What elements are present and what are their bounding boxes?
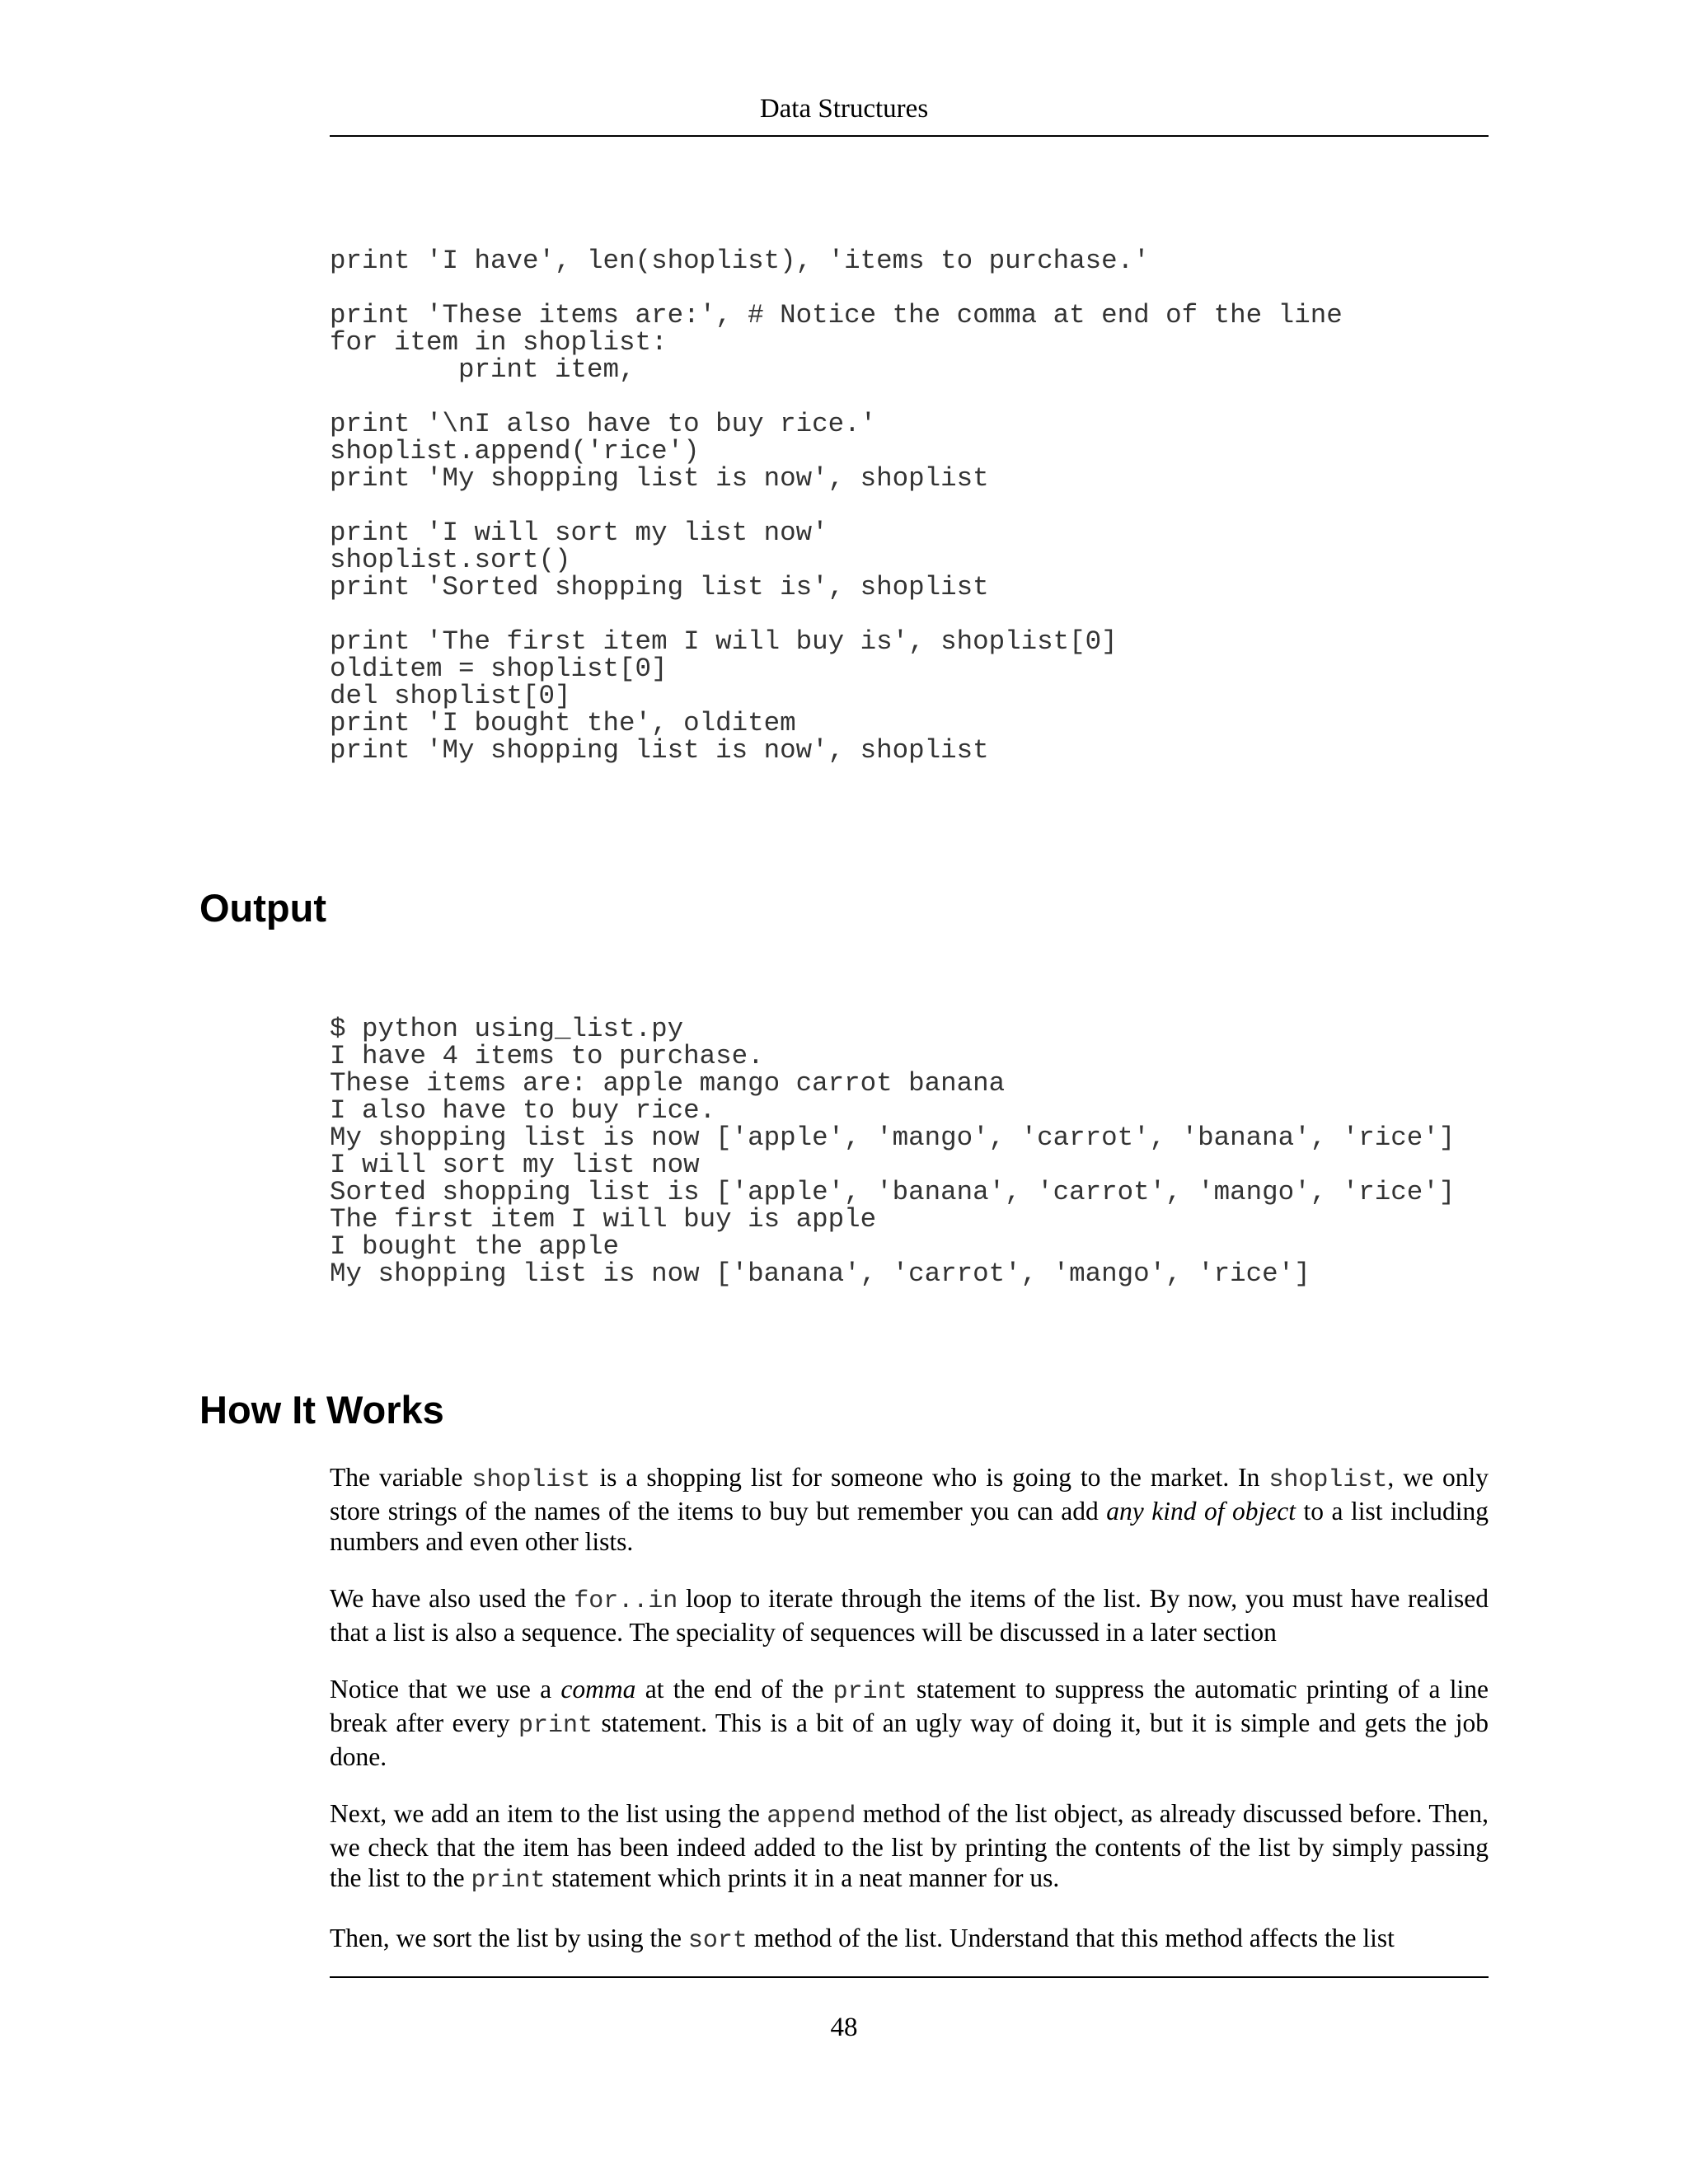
inline-code: print [471, 1867, 546, 1895]
how-it-works-heading: How It Works [199, 1388, 444, 1432]
inline-code: shoplist [471, 1466, 591, 1494]
paragraph: The variable shoplist is a shopping list for someone who is going to the market. In shoplist, we only store strings of the names of the items to buy but remember you can add any kind of object to a list including numbers and even other lists. [330, 1463, 1489, 1556]
header-rule [330, 135, 1489, 137]
inline-code: append [767, 1802, 856, 1830]
inline-code: sort [687, 1927, 748, 1955]
emphasis: any kind of object [1106, 1497, 1296, 1526]
inline-code: print [832, 1678, 907, 1706]
running-header: Data Structures [759, 94, 929, 124]
inline-code: shoplist [1268, 1466, 1388, 1494]
page-number: 48 [830, 2013, 858, 2042]
paragraph: We have also used the for..in loop to iterate through the items of the list. By now, you must have realised that a list is also a sequence. The speciality of sequences will be discussed in a later section [330, 1584, 1489, 1647]
output-block: $ python using_list.py I have 4 items to purchase. These items are: apple mango carrot banana I also have to buy rice. My shopping list is now ['apple', 'mango', 'carrot', 'banana', 'rice'] I will sort my list now Sorted shopping list is ['apple', 'banana', 'carrot', 'mango', 'rice'] The first item I will buy is apple I bought the apple My shopping list is now ['banana', 'carrot', 'mango', 'rice'] [330, 1014, 1456, 1289]
paragraph: Next, we add an item to the list using the append method of the list object, as already discussed before. Then, we check that the item has been indeed added to the list by printing the contents of the list by simply passing the list to the print statement which prints it in a neat manner for us. [330, 1799, 1489, 1895]
inline-code: print [518, 1712, 593, 1740]
inline-code: for..in [574, 1587, 678, 1615]
footer-rule [330, 1976, 1489, 1978]
code-block: print 'I have', len(shoplist), 'items to purchase.' print 'These items are:', # Notice the comma at end of the line for item in shoplist: print item, print '\nI also have to buy rice.' shoplist.append('rice') print 'My shopping list is now', shoplist print 'I will sort my list now' shoplist.sort() print 'Sorted shopping list is', shoplist print 'The first item I will buy is', shoplist[0] olditem = shoplist[0] del shoplist[0] print 'I bought the', olditem print 'My shopping list is now', shoplist [330, 246, 1343, 766]
how-it-works-body [330, 1462, 1489, 1983]
emphasis: comma [560, 1675, 636, 1704]
paragraph: Notice that we use a comma at the end of the print statement to suppress the automatic printing of a line break after every print statement. This is a bit of an ugly way of doing it, but it is simple and gets the job done. [330, 1675, 1489, 1771]
output-heading: Output [199, 886, 326, 930]
paragraph: Then, we sort the list by using the sort method of the list. Understand that this method affects the list [330, 1924, 1395, 1955]
